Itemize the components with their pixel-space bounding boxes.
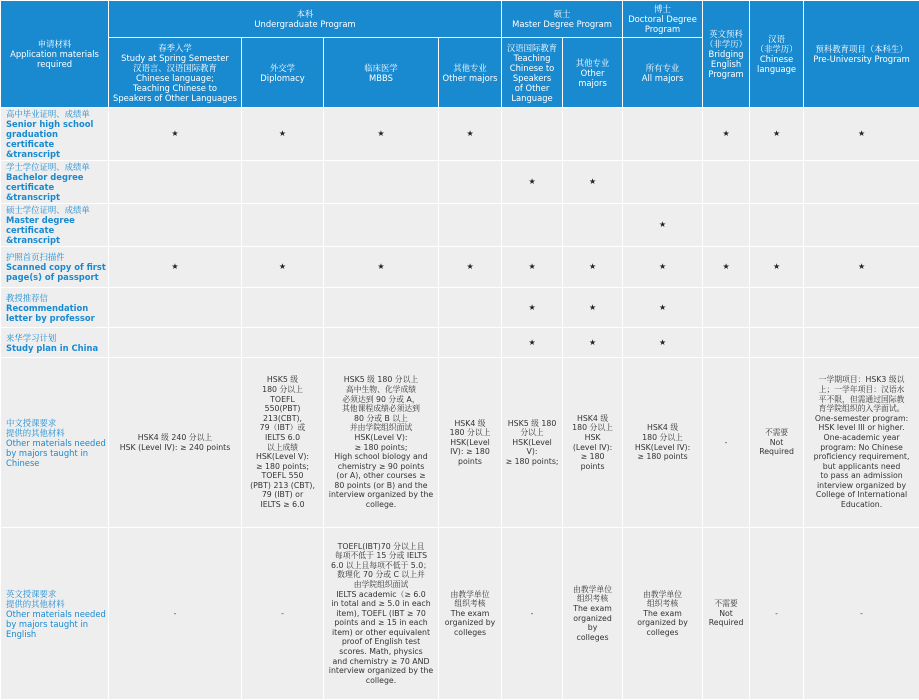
cell bbox=[703, 328, 750, 358]
star-icon: ★ bbox=[279, 129, 286, 138]
row-label-en: Master degree certificate &transcript bbox=[6, 215, 106, 245]
cell bbox=[563, 204, 623, 247]
cell bbox=[563, 328, 623, 358]
cell bbox=[623, 528, 703, 700]
cell bbox=[242, 288, 324, 328]
requirement-text: - bbox=[111, 609, 239, 619]
cell bbox=[750, 161, 804, 204]
row-label-en: Other materials needed by majors taught in English bbox=[6, 609, 106, 639]
cell bbox=[109, 288, 242, 328]
requirement-text: 由教学单位 组织考核 The exam organized by colleges bbox=[565, 585, 620, 643]
bridging-label: 英文预科 （非学历） Bridging English Program bbox=[705, 29, 747, 79]
star-icon: ★ bbox=[589, 177, 596, 186]
cell bbox=[703, 108, 750, 161]
cell bbox=[804, 108, 919, 161]
cell bbox=[623, 247, 703, 288]
cell bbox=[563, 161, 623, 204]
spring-semester-label: 春季入学 Study at Spring Semester 汉语言、汉语国际教育 Chinese language; Teaching Chinese to Speakers of Other Languages bbox=[111, 43, 239, 103]
row-label-en: Scanned copy of first page(s) of passport bbox=[6, 262, 106, 282]
row-header-master bbox=[1, 204, 109, 247]
requirement-text: HSK5 级 180 分以上 TOEFL 550(PBT) 213(CBT), 79（IBT）或 IELTS 6.0 以上成绩 HSK(Level V): ≥ 180 points; TOEFL 550 (PBT) 213 (CBT), 79 (IBT) or IELTS ≥ 6.0 bbox=[244, 375, 321, 509]
cell bbox=[804, 288, 919, 328]
table-row bbox=[1, 358, 919, 528]
ug-other-label: 其他专业 Other majors bbox=[441, 63, 499, 83]
cell bbox=[703, 204, 750, 247]
row-label-zh: 教授推荐信 bbox=[6, 293, 106, 303]
cell bbox=[502, 528, 563, 700]
requirement-text: 一学期项目：HSK3 级以 上；一学年项目：汉语水 平不限，但需通过国际教 育学院组织的入学面试。 One-semester program: HSK level III or higher. One-academic year program: No Chinese proficiency requirement, but applicants need to pass an admission interview organized by College of International Education. bbox=[806, 375, 917, 509]
cell bbox=[242, 204, 324, 247]
star-icon: ★ bbox=[377, 129, 384, 138]
row-label-zh: 英文授课要求 提供的其他材料 bbox=[6, 589, 106, 609]
cell bbox=[750, 247, 804, 288]
star-icon: ★ bbox=[659, 338, 666, 347]
star-icon: ★ bbox=[659, 303, 666, 312]
tcsol-label: 汉语国际教育 Teaching Chinese to Speakers of Other Language bbox=[504, 43, 560, 103]
cell bbox=[439, 108, 502, 161]
preuniversity-label: 预科教育项目（本科生） Pre-University Program bbox=[806, 44, 917, 64]
cell bbox=[703, 288, 750, 328]
row-label-en: Bachelor degree certificate &transcript bbox=[6, 172, 106, 202]
cell bbox=[703, 247, 750, 288]
star-icon: ★ bbox=[466, 262, 473, 271]
star-icon: ★ bbox=[722, 129, 729, 138]
phd-all-label: 所有专业 All majors bbox=[625, 63, 700, 83]
table-row bbox=[1, 328, 919, 358]
table-row bbox=[1, 161, 919, 204]
cell bbox=[324, 247, 439, 288]
cell bbox=[242, 328, 324, 358]
row-label-zh: 护照首页扫描件 bbox=[6, 252, 106, 262]
header-phd-all bbox=[623, 38, 703, 108]
cell bbox=[623, 288, 703, 328]
cell bbox=[439, 328, 502, 358]
header-undergrad-group bbox=[109, 1, 502, 38]
row-label-en: Other materials needed by majors taught in Chinese bbox=[6, 438, 106, 468]
requirement-text: - bbox=[244, 609, 321, 619]
cell bbox=[439, 528, 502, 700]
star-icon: ★ bbox=[659, 220, 666, 229]
cell bbox=[563, 108, 623, 161]
cell bbox=[750, 528, 804, 700]
cell bbox=[324, 528, 439, 700]
cell bbox=[623, 108, 703, 161]
cell bbox=[804, 358, 919, 528]
cell bbox=[242, 108, 324, 161]
cell bbox=[109, 247, 242, 288]
cell bbox=[703, 528, 750, 700]
table-row bbox=[1, 288, 919, 328]
cell bbox=[502, 358, 563, 528]
star-icon: ★ bbox=[528, 262, 535, 271]
row-header-english-taught bbox=[1, 528, 109, 700]
cell bbox=[623, 358, 703, 528]
cell bbox=[109, 161, 242, 204]
row-label-zh: 来华学习计划 bbox=[6, 333, 106, 343]
cell bbox=[563, 247, 623, 288]
header-preuniversity bbox=[804, 1, 919, 108]
star-icon: ★ bbox=[773, 129, 780, 138]
requirement-text: HSK4 级 180 分以上 HSK (Level IV): ≥ 180 points bbox=[565, 414, 620, 472]
star-icon: ★ bbox=[773, 262, 780, 271]
cell bbox=[804, 161, 919, 204]
requirement-text: HSK5 级 180 分以上 HSK(Level V): ≥ 180 points; bbox=[504, 419, 560, 467]
undergrad-group-label: 本科 Undergraduate Program bbox=[111, 9, 499, 29]
cell bbox=[623, 204, 703, 247]
star-icon: ★ bbox=[377, 262, 384, 271]
cell bbox=[563, 358, 623, 528]
cell bbox=[439, 161, 502, 204]
cell bbox=[623, 328, 703, 358]
row-label-en: Recommendation letter by professor bbox=[6, 303, 106, 323]
cell bbox=[502, 328, 563, 358]
requirement-text: TOEFL(IBT)70 分以上且 每项不低于 15 分或 IELTS 6.0 以上且每项不低于 5.0； 数理化 70 分或 C 以上并 由学院组织面试 IELTS academic（≥ 6.0 in total and ≥ 5.0 in each item), TOEFL (IBT ≥ 70 points and ≥ 15 in each item) or other equivalent proof of English test scores. Math, physics and chemistry ≥ 70 AND interview organized by the college. bbox=[326, 542, 436, 686]
cell bbox=[439, 247, 502, 288]
star-icon: ★ bbox=[528, 338, 535, 347]
cell bbox=[563, 288, 623, 328]
table-row bbox=[1, 204, 919, 247]
header-mbbs bbox=[324, 38, 439, 108]
cell bbox=[804, 528, 919, 700]
star-icon: ★ bbox=[528, 303, 535, 312]
cell bbox=[242, 161, 324, 204]
cell bbox=[703, 161, 750, 204]
requirement-text: HSK4 级 180 分以上 HSK(Level IV): ≥ 180 points bbox=[441, 419, 499, 467]
requirement-text: 由教学单位 组织考核 The exam organized by colleges bbox=[441, 590, 499, 638]
requirement-text: - bbox=[504, 609, 560, 619]
star-icon: ★ bbox=[659, 262, 666, 271]
cell bbox=[804, 204, 919, 247]
ms-other-label: 其他专业 Other majors bbox=[565, 58, 620, 88]
requirement-text: 不需要 Not Required bbox=[752, 428, 801, 457]
star-icon: ★ bbox=[589, 338, 596, 347]
cell bbox=[324, 204, 439, 247]
cell bbox=[324, 161, 439, 204]
cell bbox=[324, 108, 439, 161]
header-corner bbox=[1, 1, 109, 108]
row-header-recommendation bbox=[1, 288, 109, 328]
row-label-en: Senior high school graduation certificate &transcript bbox=[6, 119, 106, 159]
cell bbox=[502, 288, 563, 328]
cell bbox=[109, 358, 242, 528]
star-icon: ★ bbox=[722, 262, 729, 271]
cell bbox=[623, 161, 703, 204]
star-icon: ★ bbox=[466, 129, 473, 138]
row-header-bachelor bbox=[1, 161, 109, 204]
star-icon: ★ bbox=[858, 262, 865, 271]
cell bbox=[109, 108, 242, 161]
cell bbox=[324, 288, 439, 328]
header-tcsol bbox=[502, 38, 563, 108]
row-header-study-plan bbox=[1, 328, 109, 358]
cell bbox=[750, 288, 804, 328]
cell bbox=[439, 358, 502, 528]
cell bbox=[324, 358, 439, 528]
mbbs-label: 临床医学 MBBS bbox=[326, 63, 436, 83]
cell bbox=[750, 358, 804, 528]
header-master-group bbox=[502, 1, 623, 38]
header-doctoral-group bbox=[623, 1, 703, 38]
header-chinese-language bbox=[750, 1, 804, 108]
cell bbox=[502, 161, 563, 204]
requirement-text: - bbox=[806, 609, 917, 619]
header-bridging bbox=[703, 1, 750, 108]
header-ug-other bbox=[439, 38, 502, 108]
chinese-language-label: 汉语 （非学历） Chinese language bbox=[752, 34, 801, 74]
table-row bbox=[1, 247, 919, 288]
cell bbox=[804, 247, 919, 288]
cell bbox=[439, 288, 502, 328]
cell bbox=[703, 358, 750, 528]
cell bbox=[750, 108, 804, 161]
row-label-zh: 学士学位证明、成绩单 bbox=[6, 162, 106, 172]
requirement-text: 不需要 Not Required bbox=[705, 599, 747, 628]
requirement-text: - bbox=[705, 438, 747, 448]
cell bbox=[242, 358, 324, 528]
row-label-zh: 中文授课要求 提供的其他材料 bbox=[6, 418, 106, 438]
cell bbox=[750, 328, 804, 358]
cell bbox=[502, 247, 563, 288]
cell bbox=[242, 528, 324, 700]
master-group-label: 硕士 Master Degree Program bbox=[504, 9, 620, 29]
row-label-en: Study plan in China bbox=[6, 343, 106, 353]
cell bbox=[439, 204, 502, 247]
cell bbox=[563, 528, 623, 700]
row-header-chinese-taught bbox=[1, 358, 109, 528]
row-label-zh: 硕士学位证明、成绩单 bbox=[6, 205, 106, 215]
cell bbox=[242, 247, 324, 288]
diplomacy-label: 外交学 Diplomacy bbox=[244, 63, 321, 83]
cell bbox=[502, 108, 563, 161]
cell bbox=[109, 528, 242, 700]
table-row bbox=[1, 108, 919, 161]
cell bbox=[804, 328, 919, 358]
table-row bbox=[1, 528, 919, 700]
header-diplomacy bbox=[242, 38, 324, 108]
cell bbox=[502, 204, 563, 247]
requirement-text: HSK5 级 180 分以上 高中生物、化学成绩 必须达到 90 分或 A， 其他课程成绩必须达到 80 分或 B 以上 并由学院组织面试 HSK(Level V): ≥ 180 points; High school biology and chemistry ≥ 90 points (or A), other courses ≥ 80 points (or B) and the interview organized by the college. bbox=[326, 375, 436, 509]
cell bbox=[750, 204, 804, 247]
requirement-text: HSK4 级 240 分以上 HSK (Level IV): ≥ 240 points bbox=[111, 433, 239, 452]
requirement-text: - bbox=[752, 609, 801, 619]
cell bbox=[109, 328, 242, 358]
header-ms-other bbox=[563, 38, 623, 108]
star-icon: ★ bbox=[528, 177, 535, 186]
cell bbox=[109, 204, 242, 247]
header-corner-label: 申请材料 Application materials required bbox=[3, 39, 106, 69]
row-header-passport bbox=[1, 247, 109, 288]
star-icon: ★ bbox=[171, 129, 178, 138]
row-header-highschool bbox=[1, 108, 109, 161]
row-label-zh: 高中毕业证明、成绩单 bbox=[6, 109, 106, 119]
doctoral-group-label: 博士 Doctoral Degree Program bbox=[625, 4, 700, 34]
header-spring-semester bbox=[109, 38, 242, 108]
star-icon: ★ bbox=[279, 262, 286, 271]
star-icon: ★ bbox=[589, 303, 596, 312]
requirement-text: 由教学单位 组织考核 The exam organized by colleges bbox=[625, 590, 700, 638]
requirement-text: HSK4 级 180 分以上 HSK(Level IV): ≥ 180 points bbox=[625, 423, 700, 461]
star-icon: ★ bbox=[589, 262, 596, 271]
star-icon: ★ bbox=[171, 262, 178, 271]
cell bbox=[324, 328, 439, 358]
star-icon: ★ bbox=[858, 129, 865, 138]
